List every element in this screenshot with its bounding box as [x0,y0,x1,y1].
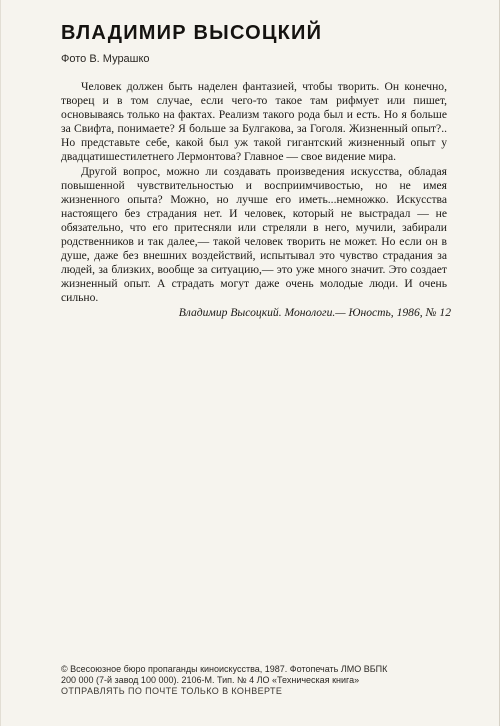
quote-paragraph-1: Человек должен быть наделен фантазией, чтобы творить. Он конечно, творец и в том случае, если чего-то такое там рифмует или пишет, основываясь только на фактах. Реализм такого рода был и есть. Но я больше за Свифта, понимаете? Я больше за Булгакова, за Гоголя. Жизненный опыт?.. Но представьте себе, какой был уж такой гигантский жизненный опыт у двадцатишестилетнего Лермонтова? Главное — свое видение мира. [61,80,447,164]
photo-credit: Фото В. Мурашко [61,53,150,65]
imprint-line-publisher: © Всесоюзное бюро пропаганды киноискусства, 1987. Фотопечать ЛМО ВБПК [61,664,388,674]
imprint-block [61,664,471,697]
source-citation: Владимир Высоцкий. Монологи.— Юность, 1986, № 12 [178,306,451,319]
page-title: ВЛАДИМИР ВЫСОЦКИЙ [61,22,323,44]
mail-instruction: ОТПРАВЛЯТЬ ПО ПОЧТЕ ТОЛЬКО В КОНВЕРТЕ [61,686,283,696]
quote-paragraph-2: Другой вопрос, можно ли создавать произведения искусства, обладая повышенной чувствительностью и восприимчивостью, но не имея жизненного опыта? Можно, но лучше его иметь...немножко. Искусства настоящего без страдания нет. И человек, который не выстрадал — не обязательно, что его притесняли или стреляли в него, мучили, забирали родственников и так далее,— такой человек творить не может. Но если он в душе, даже без внешних воздействий, испытывал это чувство страдания за людей, за близких, вообще за ситуацию,— это уже много значит. Это создает жизненный опыт. А страдать могут даже очень молодые люди. И очень сильно. [61,164,447,305]
imprint-line-print-run: 200 000 (7-й завод 100 000). 2106-М. Тип. № 4 ЛО «Техническая книга» [61,675,360,685]
quote-body [61,80,447,306]
